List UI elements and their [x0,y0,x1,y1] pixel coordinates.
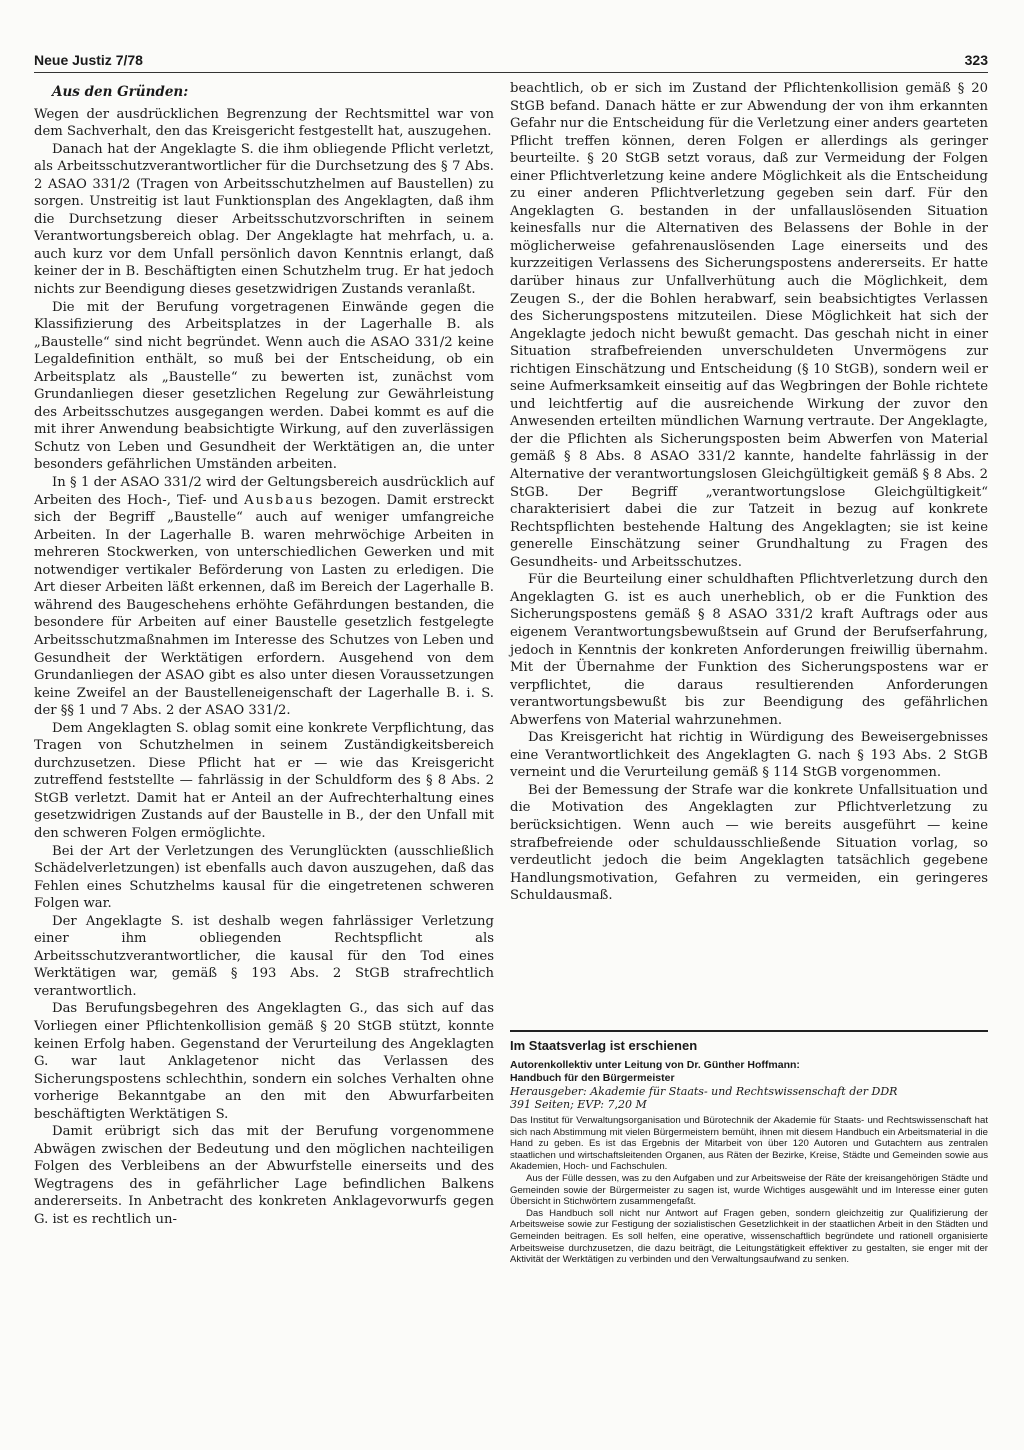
paragraph: Für die Beurteilung einer schuldhaften Pflichtverletzung durch den Angeklagten G. ist es auch unerheblich, ob er die Funktion des Sicherungspostens gemäß § 8 ASAO 331/2 kraft Auftrags oder aus eigenem Verantwortungsbewußtsein auf Grund der Berufserfahrung, jedoch in Kenntnis der konkreten Anforderungen freiwillig übernahm. Mit der Übernahme der Funktion des Sicherungspostens war er verpflichtet, die daraus resultierenden Anforderungen verantwortungsbewußt bis zur Beendigung des gefährlichen Abwerfens von Material wahrzunehmen. [510,572,988,728]
paragraph-text: In § 1 der ASAO 331/2 wird der Geltungsbereich ausdrücklich auf Arbeiten des Hoch-, Tief- und [34,475,494,508]
paragraph: Das Berufungsbegehren des Angeklagten G., das sich auf das Vorliegen einer Pflichtenkollision gemäß § 20 StGB stützt, konnte keinen Erfolg haben. Gegenstand der Verurteilung des Angeklagten G. war laut Anklagetenor nicht das Verlassen des Sicherungspostens schlechthin, sondern ein solches Verhalten ohne vorherige Bekanntgabe an den mit den Abwurfarbeiten beschäftigten Werktätigen S. [34,1001,494,1122]
paragraph: Wegen der ausdrücklichen Begrenzung der Rechtsmittel war von dem Sachverhalt, den das Kreisgericht festgestellt hat, auszugehen. [34,106,494,140]
publisher-notice [510,1030,988,1266]
editor-label: Herausgeber: [510,1085,587,1098]
notice-paragraph: Das Institut für Verwaltungsorganisation und Bürotechnik der Akademie für Staats- und Rechtswissenschaft hat sich nach Abstimmung mit vielen Bürgermeistern bemüht, ihnen mit diesem Handbuch ein Arbeitsmaterial in die Hand zu geben. Es ist das Ergebnis der Mitarbeit von über 120 Autoren und Gutachtern aus zentralen staatlichen und wirtschaftsleitenden Organen, aus Räten der Bezirke, Kreise, Städte und Gemeinden sowie aus Akademien, Hoch- und Fachschulen. [510,1115,988,1173]
paragraph-text: bezogen. Damit erstreckt sich der Begriff „Baustelle“ auch auf weniger umfangreiche Arbeiten. In der Lagerhalle B. waren mehrwöchige Arbeiten in mehreren Stockwerken, von unterschiedlichen Gewerken und mit notwendiger vertikaler Beförderung von Lasten zu erledigen. Die Art dieser Arbeiten läßt erkennen, daß im Bereich der Lagerhalle B. während des Baugeschehens erhöhte Gefährdungen bestanden, die besondere für Arbeiten auf einer Baustelle gesetzlich festgelegte Arbeitsschutzmaßnahmen im Interesse des Schutzes von Leben und Gesundheit der Werktätigen erfordern. Ausgehend von dem Grundanliegen der ASAO gibt es also unter diesen Voraussetzungen keine Zweifel an der Baustelleneigenschaft der Lagerhalle B. i. S. der §§ 1 und 7 Abs. 2 der ASAO 331/2. [34,492,494,719]
header-rule [34,72,988,73]
paragraph: Damit erübrigt sich das mit der Berufung vorgenommene Abwägen zwischen der Bedeutung und den möglichen nachteiligen Folgen des Verbleibens an der Abwurfstelle einerseits und des Wegtragens des in gefährlicher Lage befindlichen Balkens andererseits. In Anbetracht des konkreten Anklagevorwurfs gegen G. ist es rechtlich un- [34,1124,494,1227]
page-number: 323 [964,52,988,68]
paragraph: Bei der Art der Verletzungen des Verunglückten (ausschließlich Schädelverletzungen) ist ebenfalls auch davon auszugehen, daß das Fehlen eines Schutzhelms kausal für die eingetretenen schweren Folgen war. [34,843,494,912]
paragraph: beachtlich, ob er sich im Zustand der Pflichtenkollision gemäß § 20 StGB befand. Danach hätte er zur Abwendung der von ihm erkannten Gefahr nur die Entscheidung für die Verletzung einer anders gearteten Pflicht treffen können, deren Folgen er allerdings als geringer beurteilte. § 20 StGB setzt voraus, daß zur Vermeidung der Folgen einer Pflichtverletzung keine andere Möglichkeit als die Entscheidung zu einer anderen Pflichtverletzung gegeben sein darf. Für den Angeklagten G. bestanden in der unfallauslösenden Situation keinesfalls nur die Alternativen des Belassens der Bohle in der möglicherweise gefahrenauslösenden Lage einerseits und des kurzzeitigen Verlassens des Sicherungspostens andererseits. Er hatte darüber hinaus zur Unfallverhütung auch die Möglichkeit, dem Zeugen S., der die Bohlen herabwarf, sein beabsichtigtes Verlassen des Sicherungspostens mitzuteilen. Diese Möglichkeit hat sich der Angeklagte jedoch nicht bewußt gemacht. Das geschah nicht in einer Situation strafbefreienden unverschuldeten Unvermögens zur richtigen Einschätzung und Entscheidung (§ 10 StGB), sondern weil er seine Aufmerksamkeit einseitig auf das Wegbringen der Bohle richtete und leichtfertig auf die ausreichende Wirkung der zuvor den Anwesenden erteilten mündlichen Warnung vertraute. Der Angeklagte, der die Pflichten als Sicherungsposten beim Abwerfen von Material gemäß § 8 Abs. 8 ASAO 331/2 kannte, handelte fahrlässig in der Alternative der verantwortungslosen Gleichgültigkeit gemäß § 8 Abs. 2 StGB. Der Begriff „verantwortungslose Gleichgültigkeit“ charakterisiert dabei die zur Tatzeit in bezug auf konkrete Rechtspflichten bestehende Haltung des Angeklagten; sie ist keine generelle Einschätzung seiner Grundhaltung zu Fragen des Gesundheits- und Arbeitsschutzes. [510,81,988,570]
book-title: Handbuch für den Bürgermeister [510,1072,675,1084]
paragraph: Bei der Bemessung der Strafe war die konkrete Unfallsituation und die Motivation des Angeklagten zur Pflichtverletzung zu berücksichtigen. Wenn auch — wie bereits ausgeführt — keine strafbefreiende oder schuldausschließende Situation vorlag, so verdeutlicht jedoch die beim Angeklagten tatsächlich gegebene Handlungsmotivation, Gefahren zu vermeiden, ein geringeres Schuldausmaß. [510,782,988,904]
left-column [34,84,494,1229]
notice-paragraph: Das Handbuch soll nicht nur Antwort auf Fragen geben, sondern gleichzeitig zur Qualifizierung der Arbeitsweise sowie zur Festigung der sozialistischen Gesetzlichkeit in der staatlichen Arbeit in den Städten und Gemeinden beitragen. Es soll helfen, eine operative, wissenschaftlich begründete und rationell organisierte Arbeitsweise durchzusetzen, die dazu beiträgt, die Leitungstätigkeit effektiver zu gestalten, sie enger mit der Aktivität der Werktätigen zu verbinden und den Verwaltungsaufwand zu senken. [510,1207,988,1266]
section-heading: Aus den Gründen: [52,84,189,100]
paragraph: Das Kreisgericht hat richtig in Würdigung des Beweisergebnisses eine Verantwortlichkeit des Angeklagten G. nach § 193 Abs. 2 StGB verneint und die Verurteilung gemäß § 114 StGB vorgenommen. [510,730,988,781]
notice-body [510,1115,988,1266]
paragraph: Dem Angeklagten S. oblag somit eine konkrete Verpflichtung, das Tragen von Schutzhelmen in seinem Zuständigkeitsbereich durchzusetzen. Diese Pflicht hat er — wie das Kreisgericht zutreffend feststellte — fahrlässig in der Schuldform des § 8 Abs. 2 StGB verletzt. Damit hat er Anteil an der Aufrechterhaltung eines gesetzwidrigen Zustands auf der Baustelle in B., der den Unfall mit den schweren Folgen ermöglichte. [34,720,494,841]
paragraph: Der Angeklagte S. ist deshalb wegen fahrlässiger Verletzung einer ihm obliegenden Rechtspflicht als Arbeitsschutzverantwortlicher, die kausal für den Tod eines Werktätigen war, gemäß § 193 Abs. 2 StGB strafrechtlich verantwortlich. [34,913,494,999]
notice-paragraph: Aus der Fülle dessen, was zu den Aufgaben und zur Arbeitsweise der Räte der kreisangehörigen Städte und Gemeinden sowie der Bürgermeister zu sagen ist, wurde Wichtiges ausgewählt und im Interesse einer guten Übersicht in Stichwörtern zusammengefaßt. [510,1172,988,1208]
notice-title: Im Staatsverlag ist erschienen [510,1038,698,1053]
pages-price: 391 Seiten; EVP: 7,20 M [510,1098,647,1111]
editor-name: Akademie für Staats- und Rechtswissenschaft der DDR [586,1085,898,1098]
paragraph: Danach hat der Angeklagte S. die ihm obliegende Pflicht verletzt, als Arbeitsschutzverantwortlicher für die Durchsetzung des § 7 Abs. 2 ASAO 331/2 (Tragen von Arbeitsschutzhelmen auf Baustellen) zu sorgen. Unstreitig ist laut Funktionsplan des Angeklagten, daß ihm die Durchsetzung dieser Arbeitsschutzvorschriften in seinem Verantwortungsbereich oblag. Der Angeklagte hat mehrfach, u. a. auch kurz vor dem Unfall persönlich davon Kenntnis erlangt, daß keiner der in B. Beschäftigten einen Schutzhelm trug. Er hat jedoch nichts zur Beendigung dieses gesetzwidrigen Zustands veranlaßt. [34,141,494,298]
paragraph [34,474,494,720]
page-header [34,52,988,74]
journal-title: Neue Justiz 7/78 [34,52,143,68]
right-column [510,80,988,905]
author-line: Autorenkollektiv unter Leitung von Dr. Günther Hoffmann: [510,1059,800,1071]
editor-line [510,1085,988,1098]
emphasized-word: Ausbaus [244,492,315,508]
paragraph: Die mit der Berufung vorgetragenen Einwände gegen die Klassifizierung des Arbeitsplatzes in der Lagerhalle B. als „Baustelle“ sind nicht begründet. Wenn auch die ASAO 331/2 keine Legaldefinition enthält, so muß bei der Entscheidung, ob ein Arbeitsplatz als „Baustelle“ zu bewerten ist, zunächst vom Grundanliegen dieser gesetzlichen Regelung zur Gewährleistung des Arbeitsschutzes ausgegangen werden. Dabei kommt es auf die mit ihrer Anwendung beabsichtigte Wirkung, auf den zuverlässigen Schutz von Leben und Gesundheit der Werktätigen an, die unter besonders gefährlichen Umständen arbeiten. [34,299,494,473]
